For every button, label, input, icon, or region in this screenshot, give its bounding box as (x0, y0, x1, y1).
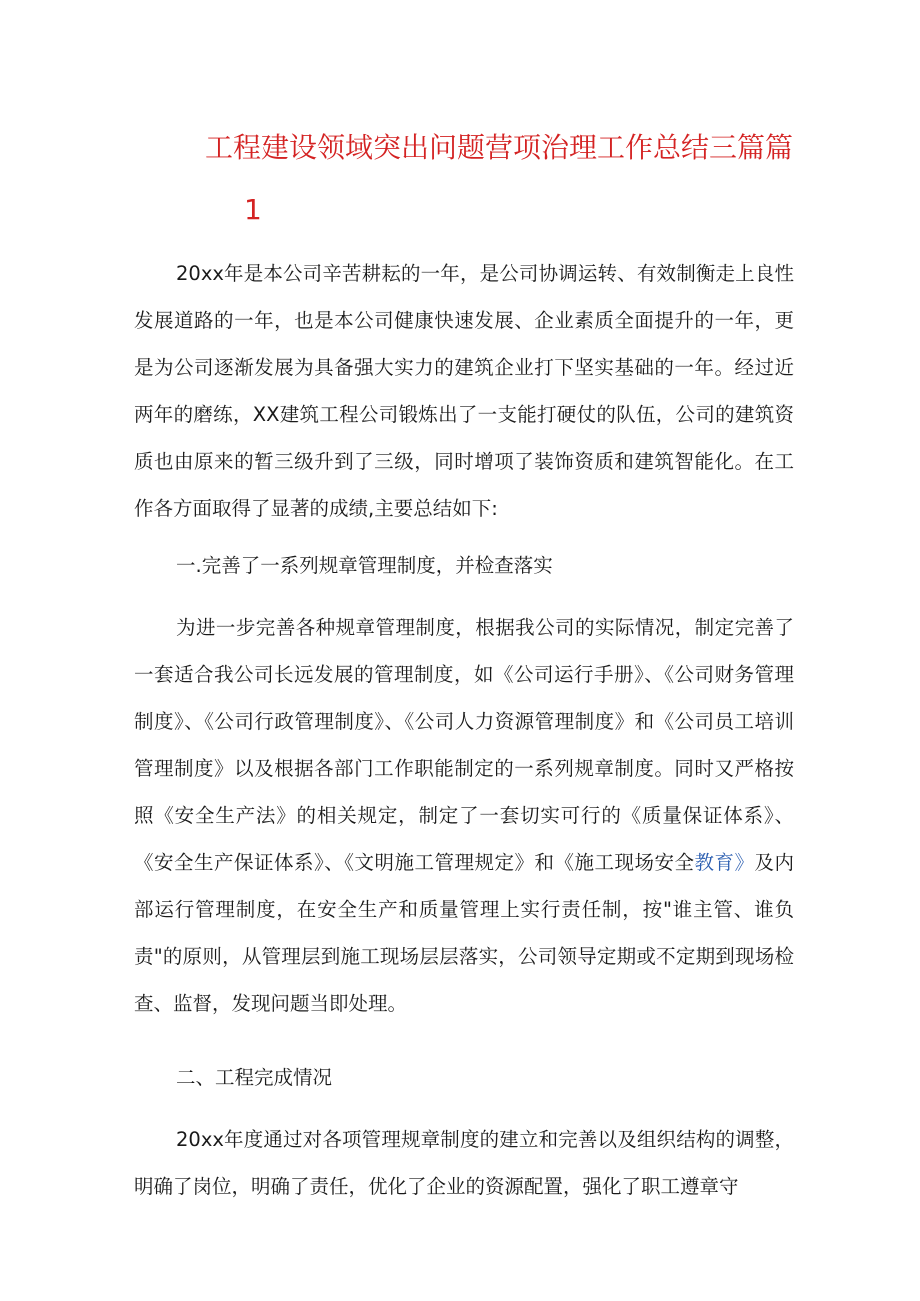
intro-paragraph: 20xx年是本公司辛苦耕耘的一年，是公司协调运转、有效制衡走上良性发展道路的一年，也是本公司健康快速发展、企业素质全面提升的一年，更是为公司逐渐发展为具备强大实力的建筑企业打下坚实基础的一年。经过近两年的磨练，XX建筑工程公司锻炼出了一支能打硬仗的队伍，公司的建筑资质也由原来的暂三级升到了三级，同时增项了装饰资质和建筑智能化。在工作各方面取得了显著的成绩,主要总结如下: (134, 262, 794, 520)
section-heading-2: 二、工程完成情况 (176, 1066, 333, 1089)
safety-education-link[interactable]: 教育》 (694, 851, 755, 874)
section-1-paragraph (134, 604, 794, 1027)
section-1-text-a: 为进一步完善各种规章管理制度，根据我公司的实际情况，制定完善了一套适合我公司长远发展的管理制度，如《公司运行手册》、《公司财务管理制度》、《公司行政管理制度》、《公司人力资源管理制度》和《公司员工培训管理制度》以及根据各部门工作职能制定的一系列规章制度。同时又严格按照《安全生产法》的相关规定，制定了一套切实可行的《质量保证体系》、《安全生产保证体系》、《文明施工管理规定》和《施工现场安全 (134, 616, 794, 874)
document-title: 工程建设领域突出问题营项治理工作总结三篇篇 (205, 131, 794, 164)
section-1-text-b: 及内部运行管理制度，在安全生产和质量管理上实行责任制，按"谁主管、谁负责"的原则，从管理层到施工现场层层落实，公司领导定期或不定期到现场检查、监督，发现问题当即处理。 (134, 851, 794, 1015)
document-title-number: 1 (244, 193, 262, 226)
section-2-paragraph: 20xx年度通过对各项管理规章制度的建立和完善以及组织结构的调整，明确了岗位，明确了责任，优化了企业的资源配置，强化了职工遵章守 (134, 1128, 794, 1198)
section-heading-1: 一.完善了一系列规章管理制度，并检查落实 (176, 554, 553, 577)
